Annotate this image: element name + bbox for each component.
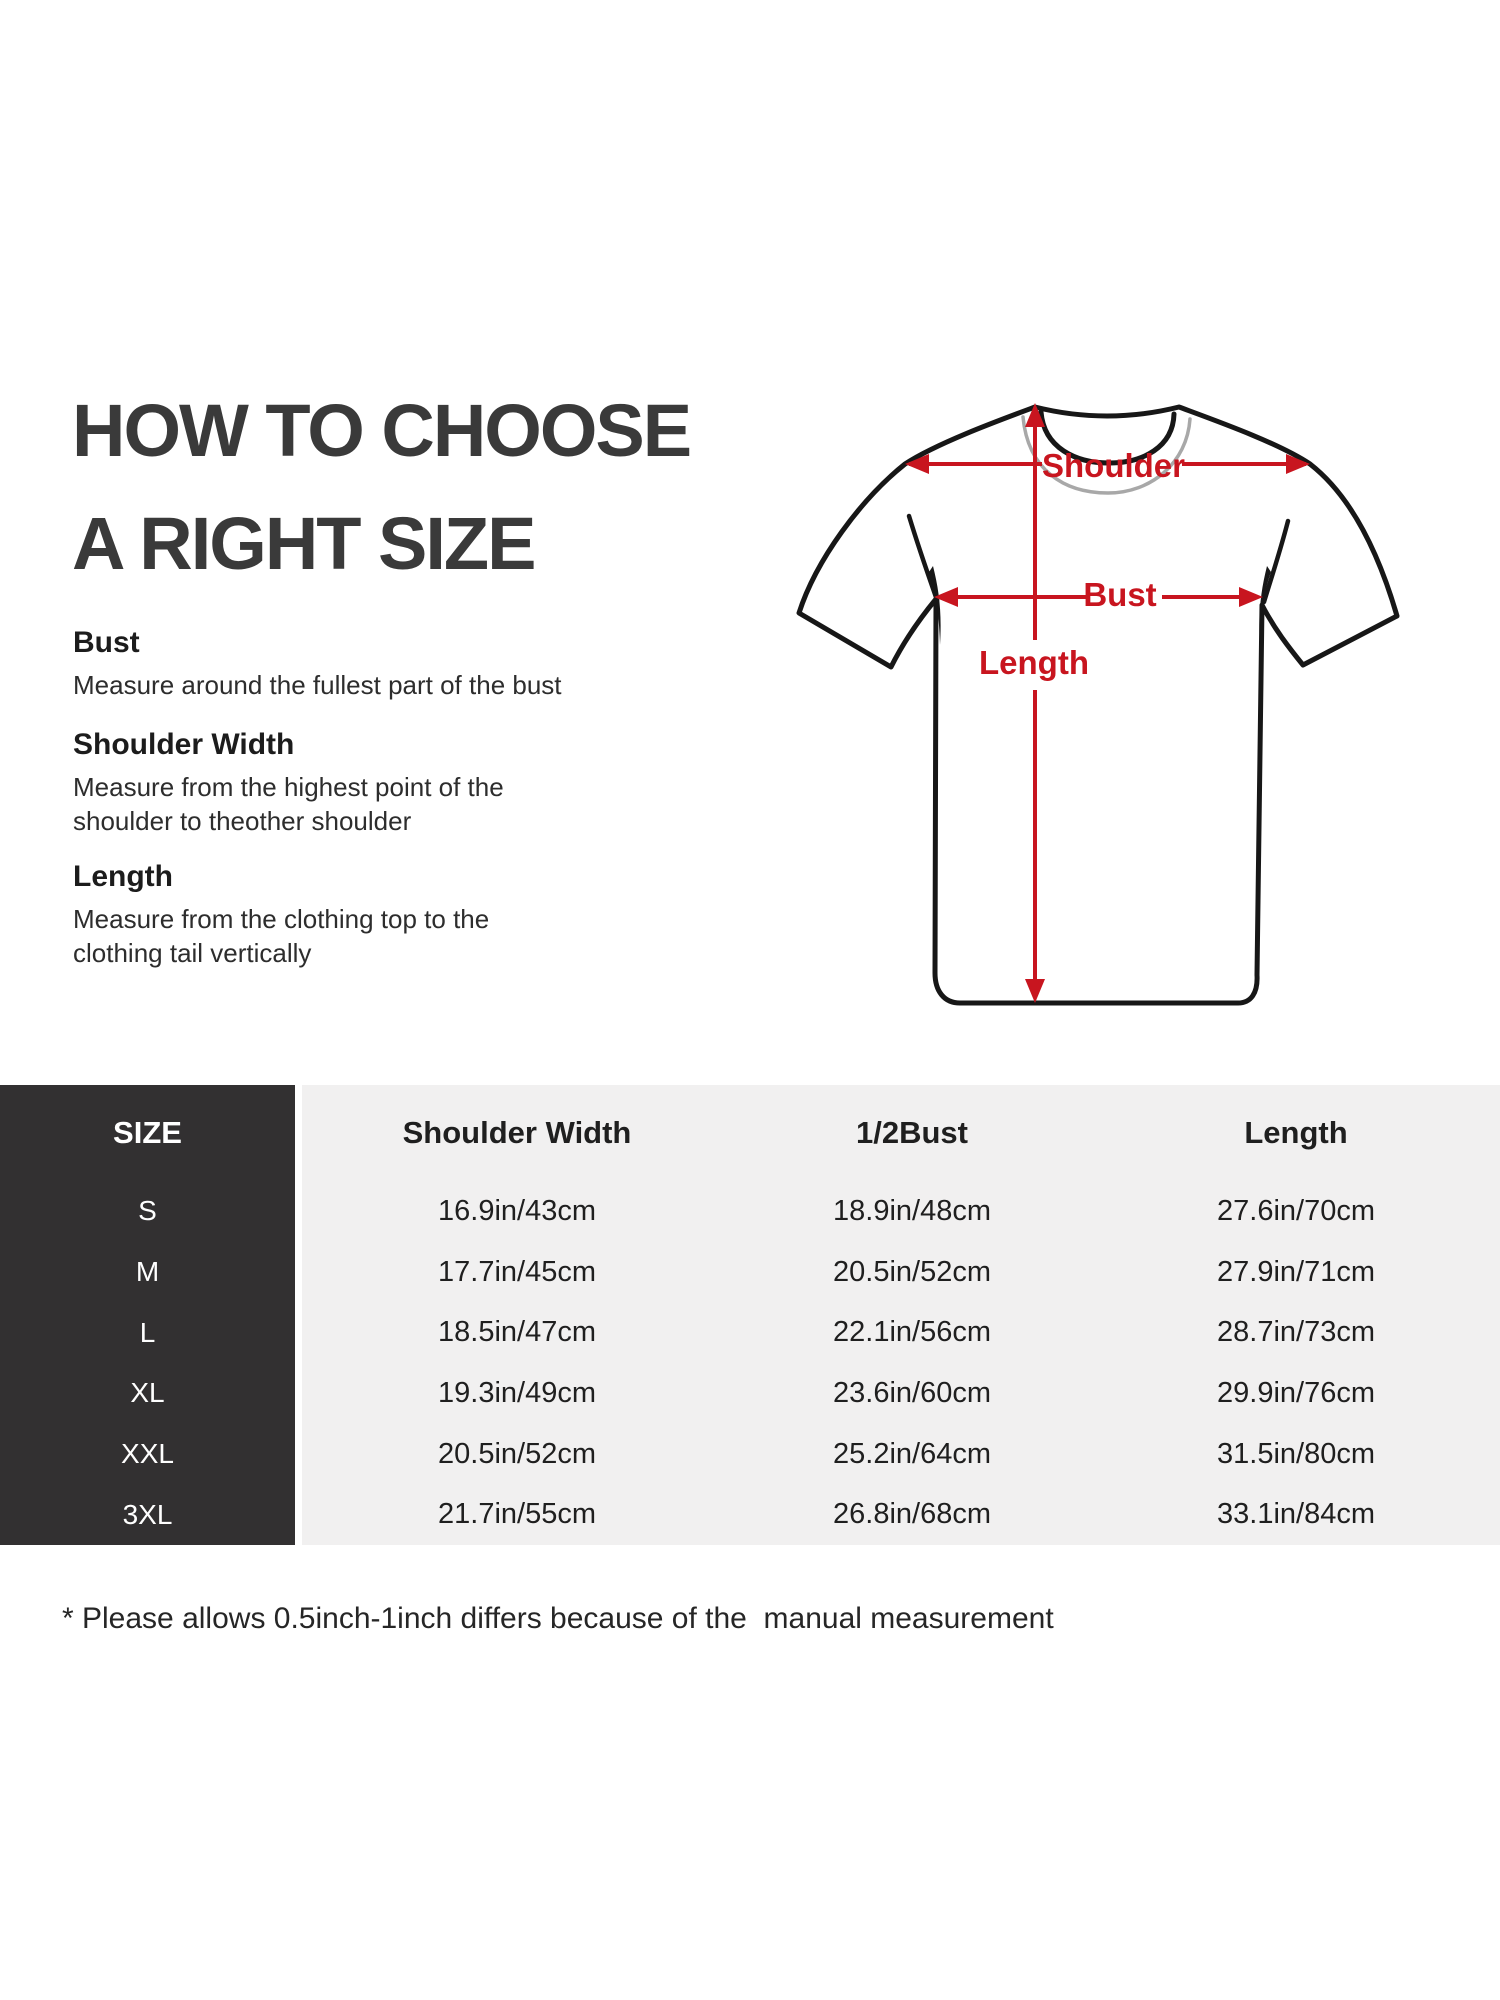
size-label-xxl: XXL bbox=[121, 1438, 174, 1470]
bust-measure-label: Bust bbox=[1083, 576, 1157, 613]
instruction-bust-text bbox=[73, 668, 648, 702]
measurement-disclaimer: * Please allows 0.5inch-1inch differs because of the manual measurement bbox=[62, 1602, 1054, 1635]
instruction-length-text bbox=[73, 902, 648, 970]
instruction-shoulder-width bbox=[73, 726, 648, 838]
size-column bbox=[0, 1085, 295, 1545]
instruction-bust-line1: Measure around the fullest part of the bust bbox=[73, 670, 562, 700]
instruction-length bbox=[73, 858, 648, 970]
cell-xl-bust: 23.6in/60cm bbox=[833, 1376, 991, 1409]
cell-s-bust: 18.9in/48cm bbox=[833, 1194, 991, 1227]
size-label-l: L bbox=[139, 1316, 156, 1348]
measurements-area bbox=[302, 1085, 1500, 1545]
table-row-xxl bbox=[302, 1424, 1500, 1485]
table-header-row bbox=[302, 1085, 1500, 1181]
header-shoulder-width: Shoulder Width bbox=[402, 1115, 632, 1150]
cell-xxl-shoulder: 20.5in/52cm bbox=[438, 1437, 596, 1470]
shoulder-measure-label: Shoulder bbox=[1042, 447, 1186, 484]
instruction-bust bbox=[73, 624, 648, 702]
size-label-m: M bbox=[135, 1256, 160, 1287]
table-row-l bbox=[302, 1302, 1500, 1363]
table-row-3xl bbox=[302, 1484, 1500, 1545]
instruction-length-line2: clothing tail vertically bbox=[73, 938, 312, 968]
cell-3xl-bust: 26.8in/68cm bbox=[833, 1498, 991, 1531]
header-length: Length bbox=[1244, 1115, 1348, 1150]
size-label-3xl: 3XL bbox=[122, 1498, 173, 1530]
size-column-header: SIZE bbox=[113, 1115, 182, 1150]
instruction-length-heading: Length bbox=[73, 860, 173, 893]
header-half-bust: 1/2Bust bbox=[856, 1115, 968, 1150]
tshirt-outline bbox=[799, 407, 1397, 1003]
cell-s-length: 27.6in/70cm bbox=[1217, 1194, 1375, 1227]
instruction-shoulder-text bbox=[73, 770, 648, 838]
cell-l-length: 28.7in/73cm bbox=[1217, 1316, 1375, 1349]
table-row-s bbox=[302, 1181, 1500, 1242]
cell-xl-length: 29.9in/76cm bbox=[1217, 1376, 1375, 1409]
cell-l-bust: 22.1in/56cm bbox=[833, 1316, 991, 1349]
cell-3xl-shoulder: 21.7in/55cm bbox=[438, 1498, 596, 1531]
table-row-xl bbox=[302, 1363, 1500, 1424]
cell-m-bust: 20.5in/52cm bbox=[833, 1255, 991, 1288]
length-measure-label: Length bbox=[979, 644, 1089, 681]
cell-m-shoulder: 17.7in/45cm bbox=[438, 1255, 596, 1288]
instruction-length-line1: Measure from the clothing top to the bbox=[73, 904, 490, 934]
table-row-m bbox=[302, 1242, 1500, 1303]
size-label-xl: XL bbox=[130, 1377, 165, 1409]
instruction-bust-heading: Bust bbox=[73, 626, 140, 659]
cell-s-shoulder: 16.9in/43cm bbox=[438, 1194, 596, 1227]
cell-m-length: 27.9in/71cm bbox=[1217, 1255, 1375, 1288]
tshirt-measurement-diagram bbox=[596, 288, 1456, 1028]
size-label-s: S bbox=[138, 1195, 157, 1227]
cell-xxl-bust: 25.2in/64cm bbox=[833, 1437, 991, 1470]
page-title-line1: HOW TO CHOOSE bbox=[72, 389, 691, 472]
page-title-line2: A RIGHT SIZE bbox=[72, 502, 535, 585]
instruction-shoulder-line2: shoulder to theother shoulder bbox=[73, 806, 412, 836]
size-table bbox=[0, 1085, 1500, 1545]
instruction-shoulder-line1: Measure from the highest point of the bbox=[73, 772, 504, 802]
cell-l-shoulder: 18.5in/47cm bbox=[438, 1316, 596, 1349]
cell-xl-shoulder: 19.3in/49cm bbox=[438, 1376, 596, 1409]
instruction-shoulder-heading: Shoulder Width bbox=[73, 728, 295, 761]
cell-xxl-length: 31.5in/80cm bbox=[1217, 1437, 1375, 1470]
cell-3xl-length: 33.1in/84cm bbox=[1217, 1498, 1375, 1531]
